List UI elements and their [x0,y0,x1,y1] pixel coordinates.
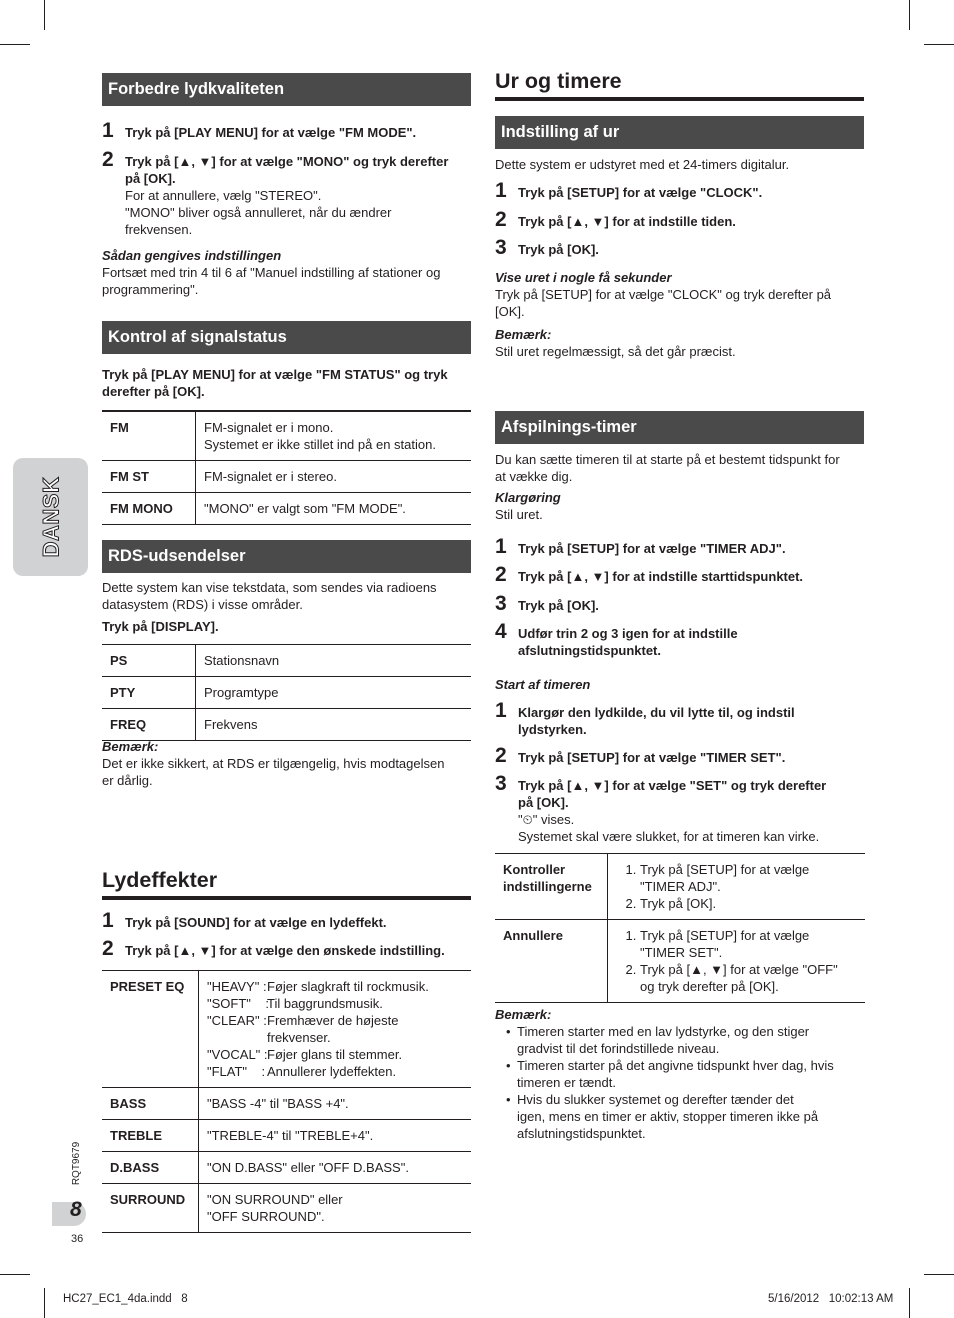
table-row: Annullere 1. Tryk på [SETUP] for at vælge "TIMER SET". 2. Tryk på [▲, ▼] for at vælge "OFF" og tryk derefter på [OK]. [495,920,865,1003]
doc-code: RQT9679 [71,1141,83,1186]
subheading: Start af timeren [495,677,591,692]
table-row: BASS "BASS -4" til "BASS +4". [102,1088,471,1120]
note: Bemærk: • Timeren starter med en lav lydstyrke, og den stiger gradvist til det forindstillede niveau. • Timeren starter på det angivne tidspunkt hver dag, hvis timeren er tændt. • Hvis du slukker systemet og derefter tænder det igen, mens en timer er aktiv, stopper timeren ikke på afslutningstidspunktet. [495,1006,864,1142]
subsection: Vise uret i nogle få sekunder Tryk på [SETUP] for at vælge "CLOCK" og tryk derefter på [OK]. Bemærk: Stil uret regelmæssigt, så det går præcist. [495,270,832,359]
timer-table [495,853,865,1003]
table-row: TREBLE "TREBLE-4" til "TREBLE+4". [102,1120,471,1152]
table-row: FM FM-signalet er i mono. Systemet er ikke stillet ind på en station. [102,411,471,461]
paragraph: Dette system kan vise tekstdata, som sendes via radioens datasystem (RDS) i visse områder. Tryk på [DISPLAY]. [102,580,437,634]
table-row: D.BASS "ON D.BASS" eller "OFF D.BASS". [102,1152,471,1184]
subheading: Sådan gengives indstillingen Fortsæt med trin 4 til 6 af "Manuel indstilling af stationer og programmering". [102,248,441,297]
footer-date: 5/16/2012 10:02:13 AM [768,1293,894,1305]
crop-mark [0,1274,30,1275]
table-row: PTY Programtype [102,677,471,709]
section-bar-timer: Afspilnings-timer [495,411,864,444]
signal-status-table [102,410,471,525]
heading-rule [495,97,864,101]
section-bar-sound-quality: Forbedre lydkvaliteten [102,73,471,106]
section-bar-clock: Indstilling af ur [495,116,864,149]
crop-mark [909,1288,910,1318]
table-row: FREQ Frekvens [102,709,471,741]
paragraph: Dette system er udstyret med et 24-timers digitalur. [495,157,790,172]
table-row: SURROUND "ON SURROUND" eller "OFF SURROUND". [102,1184,471,1233]
table-row: FM ST FM-signalet er i stereo. [102,461,471,493]
table-row: Kontroller indstillingerne 1. Tryk på [SETUP] for at vælge "TIMER ADJ". 2. Tryk på [OK]. [495,854,865,920]
crop-mark [44,1288,45,1318]
note: Bemærk: Det er ikke sikkert, at RDS er tilgængelig, hvis modtagelsen er dårlig. [102,739,445,788]
heading-sound-effects: Lydeffekter [102,868,218,892]
instruction: Tryk på [PLAY MENU] for at vælge "FM STATUS" og tryk derefter på [OK]. [102,367,448,399]
sound-effects-table [102,970,471,1233]
section-bar-rds: RDS-udsendelser [102,540,471,573]
table-row: FM MONO "MONO" er valgt som "FM MODE". [102,493,471,525]
section-bar-signal-status: Kontrol af signalstatus [102,321,471,354]
language-tab-label: DANSK [38,476,64,558]
crop-mark [924,1274,954,1275]
crop-mark [0,44,30,45]
crop-mark [909,0,910,30]
table-row: PRESET EQ "HEAVY" : Føjer slagkraft til rockmusik. "SOFT" : Til baggrundsmusik. "CLEAR" : Fremhæver de højeste frekvenser. "VOCAL" : Føjer glans til stemmer. "FLAT" : Annullerer lydeffekten. [102,971,471,1088]
heading-rule [102,896,471,900]
crop-mark [924,44,954,45]
table-row: PS Stationsnavn [102,645,471,677]
footer-file: HC27_EC1_4da.indd 8 [63,1293,188,1305]
heading-clock-timers: Ur og timere [495,69,622,93]
page-number: 8 [70,1198,82,1221]
internal-page: 36 [71,1233,84,1245]
rds-table [102,644,471,741]
paragraph: Du kan sætte timeren til at starte på et bestemt tidspunkt for at vække dig. Klargøring Stil uret. [495,452,840,522]
crop-mark [44,0,45,30]
